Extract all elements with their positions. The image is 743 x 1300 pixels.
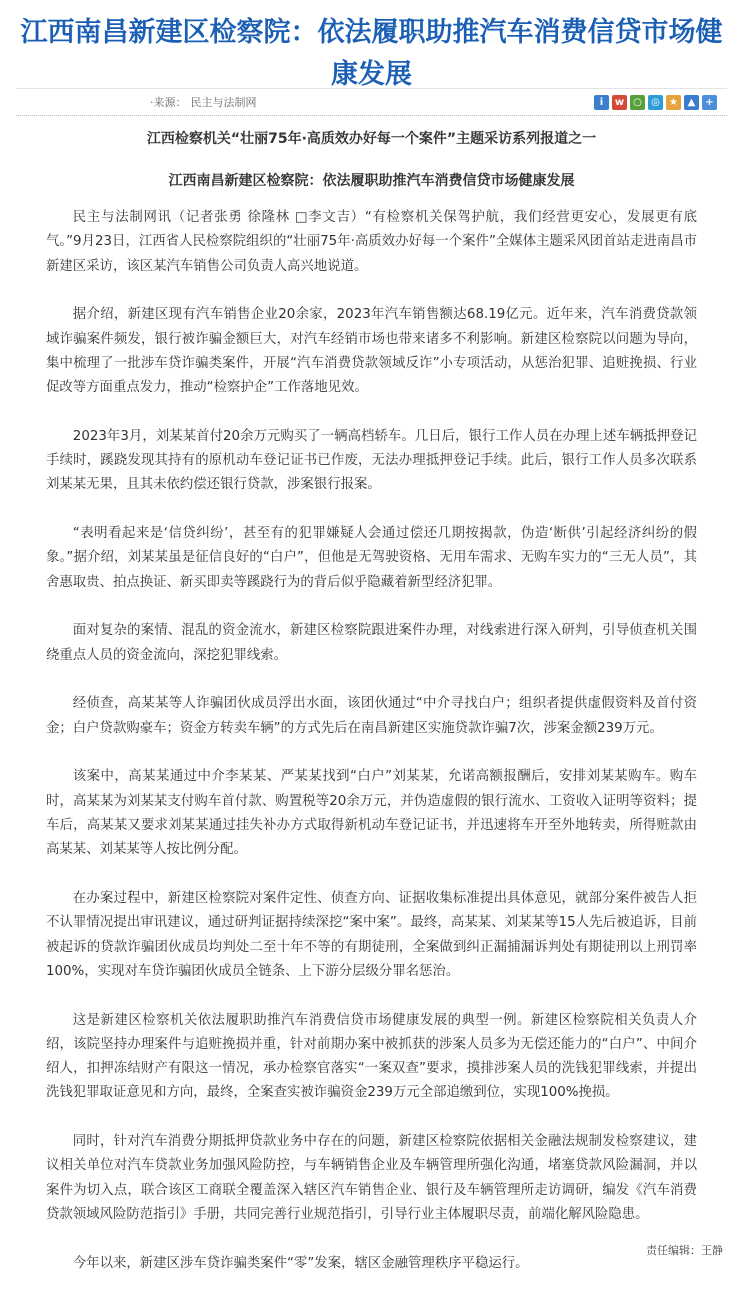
responsible-editor: 责任编辑：王静 (646, 1244, 723, 1257)
series-title: 江西检察机关“壮丽75年·高质效办好每一个案件”主题采访系列报道之一 (146, 131, 597, 147)
paragraph: 今年以来，新建区涉车贷诈骗类案件“零”发案，辖区金融管理秩序平稳运行。 (72, 1255, 529, 1271)
meta-bar (16, 88, 727, 116)
share-icon-6[interactable]: ▲ (684, 95, 699, 110)
source-name: 民主与法制网 (190, 96, 257, 109)
share-icon-5[interactable]: ★ (666, 95, 681, 110)
share-icon-3[interactable]: ○ (630, 95, 645, 110)
source-prefix: ·来源： (150, 96, 187, 109)
paragraph: 同时，针对汽车消费分期抵押贷款业务中存在的问题，新建区检察院依据相关金融法规制发检察建议，建议相关单位对汽车贷款业务加强风险防控，与车辆销售企业及车辆管理所强化沟通，堵塞贷款风险漏洞，并以案件为切入点，联合该区工商联全覆盖深入辖区汽车销售企业、银行及车辆管理所走访调研，编发《汽车消费贷款领域风险防范指引》手册，共同完善行业规范指引，引导行业主体履职尽责，前端化解风险隐患。 (46, 1134, 697, 1223)
paragraph: 面对复杂的案情、混乱的资金流水，新建区检察院跟进案件办理，对线索进行深入研判，引导侦查机关围绕重点人员的资金流向，深挖犯罪线索。 (46, 623, 697, 663)
paragraph: 2023年3月，刘某某首付20余万元购买了一辆高档轿车。几日后，银行工作人员在办理上述车辆抵押登记手续时，蹊跷发现其持有的原机动车登记证书已作废，无法办理抵押登记手续。此后，银行工作人员多次联系刘某某无果，且其未依约偿还银行贷款，涉案银行报案。 (46, 428, 697, 493)
share-toolbar (594, 95, 727, 110)
share-icon-1[interactable]: i (594, 95, 609, 110)
share-icon-2[interactable]: w (612, 95, 627, 110)
paragraph: 民主与法制网讯（记者张勇 徐隆林 □李文吉）“有检察机关保驾护航，我们经营更安心，发展更有底气。”9月23日，江西省人民检察院组织的“壮丽75年·高质效办好每一个案件”全媒体主题采风团首站走进南昌市新建区采访，该区某汽车销售公司负责人高兴地说道。 (46, 210, 697, 274)
paragraph: 这是新建区检察机关依法履职助推汽车消费信贷市场健康发展的典型一例。新建区检察院相关负责人介绍，该院坚持办理案件与追赃挽损并重，针对前期办案中被抓获的涉案人员多为无偿还能力的“白户”、中间介绍人，扣押冻结财产有限这一情况，承办检察官落实“一案双查”要求，摸排涉案人员的洗钱犯罪线索，并提出洗钱犯罪取证意见和方向，最终，全案查实被诈骗资金239万元全部追缴到位，实现100%挽损。 (46, 1012, 697, 1101)
paragraph: “表明看起来是‘信贷纠纷’，甚至有的犯罪嫌疑人会通过偿还几期按揭款，伪造‘断供’引起经济纠纷的假象。”据介绍，刘某某虽是征信良好的“白户”，但他是无驾驶资格、无用车需求、无购车实力的“三无人员”，其舍惠取贵、拍点换证、新买即卖等蹊跷行为的背后似乎隐藏着新型经济犯罪。 (46, 526, 697, 590)
paragraph: 据介绍，新建区现有汽车销售企业20余家，2023年汽车销售额达68.19亿元。近年来，汽车消费贷款领域诈骗案件频发，银行被诈骗金额巨大，对汽车经销市场也带来诸多不利影响。新建区检察院以问题为导向，集中梳理了一批涉车贷诈骗类案件，开展“汽车消费贷款领域反诈”小专项活动，从惩治犯罪、追赃挽损、行业促改等方面重点发力，推动“检察护企”工作落地见效。 (46, 307, 697, 396)
headline: 江西南昌新建区检察院：依法履职助推汽车消费信贷市场健康发展 (20, 17, 723, 90)
article-subtitle: 江西南昌新建区检察院：依法履职助推汽车消费信贷市场健康发展 (168, 173, 575, 189)
paragraph: 该案中，高某某通过中介李某某、严某某找到“白户”刘某某，允诺高额报酬后，安排刘某某购车。购车时，高某某为刘某某支付购车首付款、购置税等20余万元，并伪造虚假的银行流水、工资收入证明等资料；提车后，高某某又要求刘某某通过挂失补办方式取得新机动车登记证书，并迅速将车开至外地转卖，所得赃款由高某某、刘某某等人按比例分配。 (46, 769, 697, 858)
source-line (16, 94, 257, 110)
article-body (46, 206, 697, 1300)
paragraph: 经侦查，高某某等人诈骗团伙成员浮出水面，该团伙通过“中介寻找白户；组织者提供虚假资料及首付资金；白户贷款购豪车；资金方转卖车辆”的方式先后在南昌新建区实施贷款诈骗7次，涉案金额239万元。 (46, 696, 697, 736)
paragraph: 在办案过程中，新建区检察院对案件定性、侦查方向、证据收集标准提出具体意见，就部分案件被告人拒不认罪情况提出审讯建议，通过研判证据持续深挖“案中案”。最终，高某某、刘某某等15人先后被追诉，目前被起诉的贷款诈骗团伙成员均判处二至十年不等的有期徒刑，全案做到纠正漏捕漏诉判处有期徒刑以上刑罚率100%，实现对车贷诈骗团伙成员全链条、上下游分层级分罪名惩治。 (46, 890, 697, 979)
share-more-icon[interactable]: + (702, 95, 717, 110)
share-icon-4[interactable]: ◎ (648, 95, 663, 110)
